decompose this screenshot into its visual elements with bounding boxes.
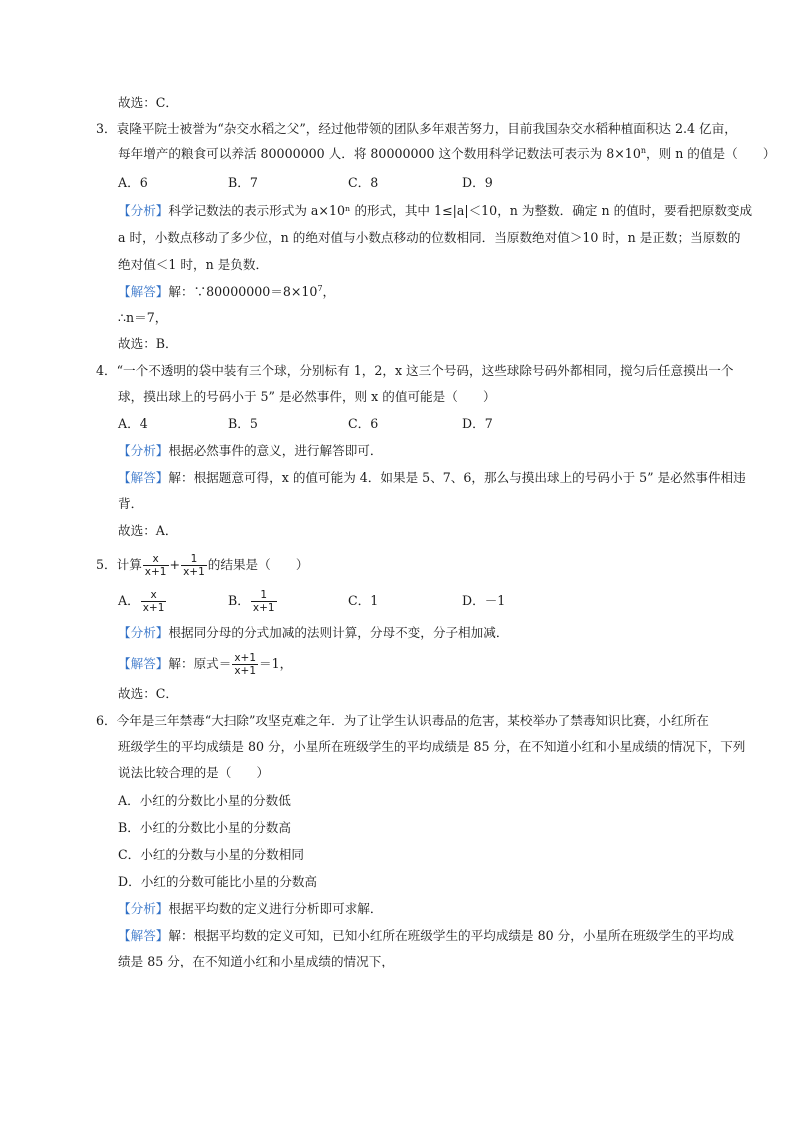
q3-number: 3． xyxy=(96,121,117,136)
q3-solution-line-1: 【解答】解：$\because 80000000=8\times 10^7$， xyxy=(118,284,336,299)
q5-option-a: A． $\frac{x}{x+1}$ xyxy=(118,589,165,614)
q3-option-a: A．6 xyxy=(118,175,148,190)
q5-fraction-2: $\frac{1}{x+1}$ xyxy=(183,553,205,578)
q6-stem-line-2: 班级学生的平均成绩是 80 分，小星所在班级学生的平均成绩是 85 分，在不知道小红和小星成绩的情况下，下列 xyxy=(118,739,746,754)
q3-option-d: D．9 xyxy=(462,175,493,190)
q4-solution-line-2: 背． xyxy=(118,496,144,511)
q6-stem-line-1: 6．今年是三年禁毒“大扫除”攻坚克难之年．为了让学生认识毒品的危害，某校举办了禁毒知识比赛，小红所在 xyxy=(96,713,709,728)
q4-option-a: A．4 xyxy=(118,416,148,431)
solution-tag: 【解答】 xyxy=(118,656,169,671)
q3-option-c: C．8 xyxy=(348,175,379,190)
q5-answer: 故选：C． xyxy=(118,686,179,701)
q6-option-d: D．小红的分数可能比小星的分数高 xyxy=(118,874,318,889)
q2-answer: 故选：C． xyxy=(118,95,179,110)
solution-tag: 【解答】 xyxy=(118,470,169,485)
q6-option-b: B．小红的分数比小星的分数高 xyxy=(118,820,291,835)
q6-option-a: A．小红的分数比小星的分数低 xyxy=(118,793,291,808)
q5-number: 5． xyxy=(96,557,117,572)
q5-solution: 【解答】解：原式＝ $\frac{x+1}{x+1}$ ＝1， xyxy=(118,652,293,677)
q6-analysis-line-1: 【分析】根据平均数的定义进行分析即可求解． xyxy=(118,901,383,916)
q4-analysis-line-1: 【分析】根据必然事件的意义，进行解答即可． xyxy=(118,443,383,458)
q6-option-c: C．小红的分数与小星的分数相同 xyxy=(118,847,304,862)
q4-option-b: B．5 xyxy=(228,416,258,431)
q4-solution-line-1: 【解答】解：根据题意可得，x 的值可能为 4．如果是 5、7、6，那么与摸出球上的号码小于 5” 是必然事件相违 xyxy=(118,470,746,485)
analysis-tag: 【分析】 xyxy=(118,203,169,218)
q5-option-c: C．1 xyxy=(348,593,379,608)
q6-solution-line-2-cropped: 绩是 85 分，在不知道小红和小星成绩的情况下， xyxy=(118,954,394,968)
q6-solution-line-1: 【解答】解：根据平均数的定义可知，已知小红所在班级学生的平均成绩是 80 分，小星所在班级学生的平均成 xyxy=(118,928,734,943)
q5-option-d: D．－1 xyxy=(462,593,506,608)
q6-number: 6． xyxy=(96,713,117,728)
q3-option-b: B．7 xyxy=(228,175,258,190)
q4-number: 4． xyxy=(96,363,117,378)
q4-stem-line-1: 4．“一个不透明的袋中装有三个球，分别标有 1，2，x 这三个号码，这些球除号码外都相同，搅匀后任意摸出一个 xyxy=(96,363,734,378)
q4-stem-line-2: 球，摸出球上的号码小于 5” 是必然事件，则 x 的值可能是（ ） xyxy=(118,389,496,404)
q3-stem-line-1: 3．袁隆平院士被誉为“杂交水稻之父”，经过他带领的团队多年艰苦努力，目前我国杂交水稻种植面积达 2.4 亿亩， xyxy=(96,121,737,136)
q3-analysis-line-2: a 时，小数点移动了多少位，n 的绝对值与小数点移动的位数相同．当原数绝对值＞10 时，n 是正数；当原数的 xyxy=(118,230,741,245)
q5-fraction-1: $\frac{x}{x+1}$ xyxy=(144,553,167,578)
q4-option-d: D．7 xyxy=(462,416,493,431)
q4-answer: 故选：A． xyxy=(118,523,178,538)
q6-stem-line-3: 说法比较合理的是（ ） xyxy=(118,765,270,780)
q4-option-c: C．6 xyxy=(348,416,379,431)
analysis-tag: 【分析】 xyxy=(118,443,169,458)
q3-analysis-line-1: 【分析】科学记数法的表示形式为 a×10ⁿ 的形式，其中 1≤|a|＜10，n 为整数．确定 n 的值时，要看把原数变成 xyxy=(118,203,753,218)
solution-tag: 【解答】 xyxy=(118,284,169,299)
q5-stem: 5．计算 $\frac{x}{x+1}$ + $\frac{1}{x+1}$ 的结果是（ ） xyxy=(96,553,309,578)
q3-stem-line-2: 每年增产的粮食可以养活 80000000 人．将 80000000 这个数用科学记数法可表示为 $8\times 10^n$，则 n 的值是（ ） xyxy=(118,146,776,161)
q3-answer: 故选：B． xyxy=(118,336,178,351)
q3-solution-line-2: ∴n＝7， xyxy=(118,310,168,325)
solution-tag: 【解答】 xyxy=(118,928,169,943)
analysis-tag: 【分析】 xyxy=(118,901,169,916)
q5-analysis-line-1: 【分析】根据同分母的分式加减的法则计算，分母不变，分子相加减． xyxy=(118,625,509,640)
q3-analysis-line-3: 绝对值＜1 时，n 是负数． xyxy=(118,257,269,272)
analysis-tag: 【分析】 xyxy=(118,625,169,640)
q5-option-b: B． $\frac{1}{x+1}$ xyxy=(228,589,275,614)
